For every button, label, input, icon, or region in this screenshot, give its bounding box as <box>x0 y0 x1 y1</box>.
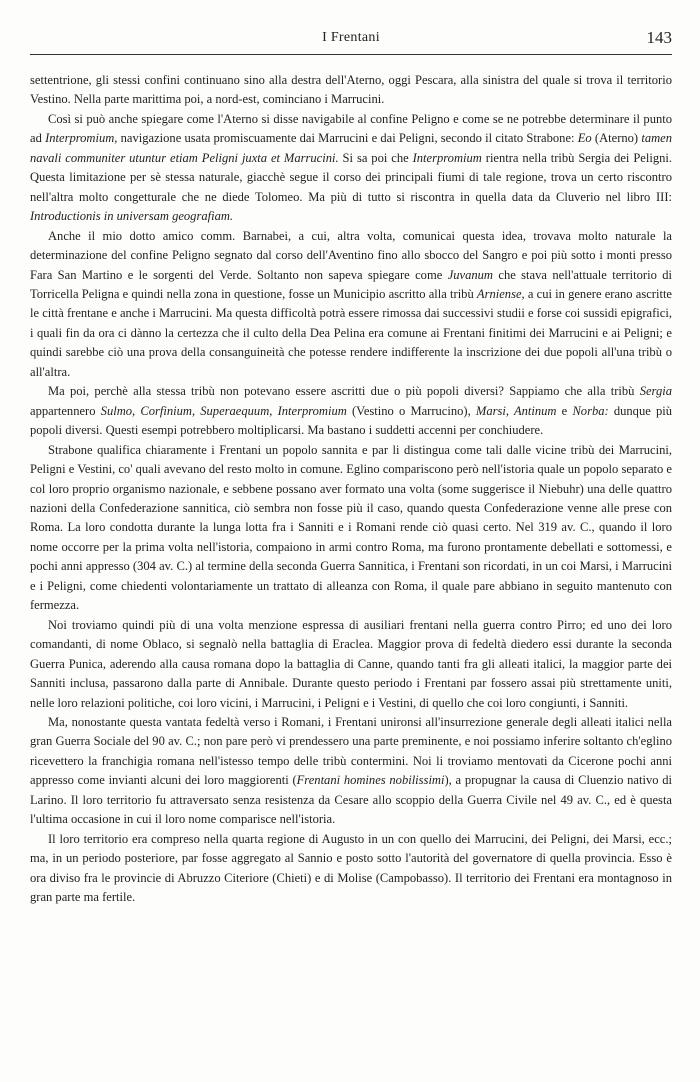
page-number: 143 <box>646 28 672 47</box>
italic-run: Norba: <box>572 403 609 418</box>
italic-run: Interpromium <box>412 150 482 165</box>
italic-run: Marsi, Antinum <box>475 403 557 418</box>
italic-run: Eo <box>577 131 592 146</box>
text-run: Il loro territorio era compreso nella quarta regione di Augusto in un con quello dei Marrucini, dei Peligni, dei Marsi, ecc.; ma, in un periodo posteriore, par fosse aggregato al Sannio e posto sotto l'autorità del governatore di quella provincia. Esso è ora diviso fra le provincie di Abruzzo Citeriore (Chieti) e di Molise (Campobasso). Il territorio dei Frentani era montagnoso in gran parte ma fertile. <box>30 831 672 905</box>
text-run: Ma, nonostante questa vantata fedeltà verso i Romani, i Frentani unironsi all'insurrezione generale degli alleati italici nella gran Guerra Sociale del 90 av. C.; non pare però vi prendessero una parte preminente, e noi possiamo inferire soltanto ch'eglino ricevettero la franchigia romana nell'istesso tempo delle tribù contermini. Noi li troviamo mentovati da Cicerone pochi anni appresso come invianti alcuni dei loro maggiorenti ( <box>30 714 672 788</box>
text-run: (Aterno) <box>591 131 642 146</box>
text-run: Così si può anche spiegare come l'Aterno si disse navigabile al confine Peligno e come se ne potrebbe determinare il punto ad <box>30 111 672 146</box>
text-run: ), a propugnar la causa di Cluenzio nativo di Larino. Il loro territorio fu attraversato senza resistenza da Cesare allo scoppio della Guerra Civile nel 49 av. C., ed è questa l'ultima occasione in cui il loro nome comparisce nell'istoria. <box>30 773 672 827</box>
text-run: dunque più popoli diversi. Questi esempi potrebbero moltiplicarsi. Ma bastano i suddetti accenni per conchiudere. <box>30 403 673 438</box>
paragraph <box>30 71 672 110</box>
running-title: I Frentani <box>322 30 380 45</box>
italic-run: Sergia <box>639 384 672 399</box>
text-run: che stava nell'attuale territorio di Torricella Peligna e quindi nella zona in questione, fosse un Municipio ascritto alla tribù <box>30 267 672 301</box>
body-text <box>30 71 672 907</box>
italic-run: Arniense, <box>476 286 525 301</box>
text-run: (Vestino o Marrucino), <box>346 403 476 418</box>
text-run: e <box>556 403 573 418</box>
header-rule <box>30 54 672 55</box>
text-run: navigazione usata promiscuamente dai Marrucini e dai Peligni, secondo il citato Strabone: <box>117 131 578 146</box>
italic-run: Sulmo, Corfinium, Superaequum, Interpromium <box>100 403 347 418</box>
italic-run: Juvanum <box>447 267 493 282</box>
paragraph <box>30 110 672 227</box>
text-run: Noi troviamo quindi più di una volta menzione espressa di ausiliari frentani nella guerra contro Pirro; ed uno dei loro comandanti, di nome Oblaco, si segnalò nella battaglia di Eraclea. Maggior prova di fedeltà diedero essi durante la seconda Guerra Punica, aderendo alla causa romana dopo la battaglia di Canne, quando tanti fra gli alleati italici, la maggior parte dei Sanniti inclusa, passarono dalla parte di Annibale. Durante questo periodo i Frentani par fossero assai più strettamente uniti, nelle loro relazioni politiche, coi loro vicini, i Marrucini, i Peligni e i Vestini, di quello che coi loro congiunti, i Sanniti. <box>30 617 672 710</box>
text-run: Anche il mio dotto amico comm. Barnabei, a cui, altra volta, comunicai questa idea, trovava molto naturale la determinazione del confine Peligno segnato dal corso dell'Aventino fino allo sbocco del Sangro e poi più sotto i monti presso Fara San Martino e le sorgenti del Verde. Soltanto non sapeva spiegare come <box>30 228 672 282</box>
paragraph <box>30 227 672 383</box>
text-run: appartennero <box>30 403 101 418</box>
italic-run: Frentani homines nobilissimi <box>296 773 445 788</box>
text-run: Ma poi, perchè alla stessa tribù non potevano essere ascritti due o più popoli diversi? Sappiamo che alla tribù <box>48 384 640 399</box>
text-run: rientra nella tribù Sergia dei Peligni. Questa limitazione per sè stessa naturale, giacchè segue il corso dei principali fiumi di tale regione, trova un certo riscontro nell'altra molto congetturale che ne diede Tolomeo. Ma più di tutto si riscontra in quella data da Cluverio nel libro III: <box>30 150 673 204</box>
paragraph <box>30 616 672 713</box>
paragraph <box>30 830 672 908</box>
paragraph <box>30 441 672 616</box>
text-run: a cui in genere erano ascritte le città frentane e anche i Marrucini. Ma questa difficoltà potrà essere rimossa dai successivi studii e forse coi sussidi epigrafici, i quali fin da ora ci dànno la certezza che il culto della Dea Pelina era comune ai Frentani finitimi dei Marrucini e ai Peligni; e quindi sarebbe ciò una prova della consanguineità che potesse rendere indifferente la inscrizione dei due popoli all'una tribù o all'altra. <box>30 286 672 379</box>
paragraph <box>30 382 672 440</box>
running-header <box>30 24 672 52</box>
paragraph <box>30 713 672 830</box>
italic-run: tamen navali communiter utuntur etiam Peligni juxta et Marrucini. <box>30 131 672 165</box>
text-run: Si sa poi che <box>338 150 413 165</box>
italic-run: Interpromium, <box>45 131 118 146</box>
italic-run: Introductionis in universam geografiam. <box>30 209 234 224</box>
text-run: settentrione, gli stessi confini continuano sino alla destra dell'Aterno, oggi Pescara, alla sinistra del quale si trova il territorio Vestino. Nella parte marittima poi, a nord-est, cominciano i Marrucini. <box>30 73 672 107</box>
text-run: Strabone qualifica chiaramente i Frentani un popolo sannita e par li distingua come tali dalle vicine tribù dei Marrucini, Peligni e Vestini, co' quali avevano del resto molto in comune. Eglino compariscono però nell'istoria quale un popolo separato e col loro proprio organismo nazionale, e sebbene possano aver formato una volta (some suggerisce il Niebuhr) una delle quattro nazioni della Confederazione sannitica, ciò sembra non fosse più il caso, quando questa Confederazione venne alle prese con Roma. La loro condotta durante la lunga lotta fra i Sanniti e i Romani rende ciò quasi certo. Nel 319 av. C., quando il loro nome occorre per la prima volta nell'istoria, compaiono in armi contro Roma, ma furono prontamente debellati e sottomessi, e pochi anni appresso (304 av. C.) al termine della seconda Guerra Sannitica, i Frentani son ricordati, in un coi Marsi, i Marrucini e i Peligni, come chiedenti volontariamente un trattato di alleanza con Roma, il quale pare abbiano in seguito mantenuto con fermezza. <box>30 442 672 613</box>
